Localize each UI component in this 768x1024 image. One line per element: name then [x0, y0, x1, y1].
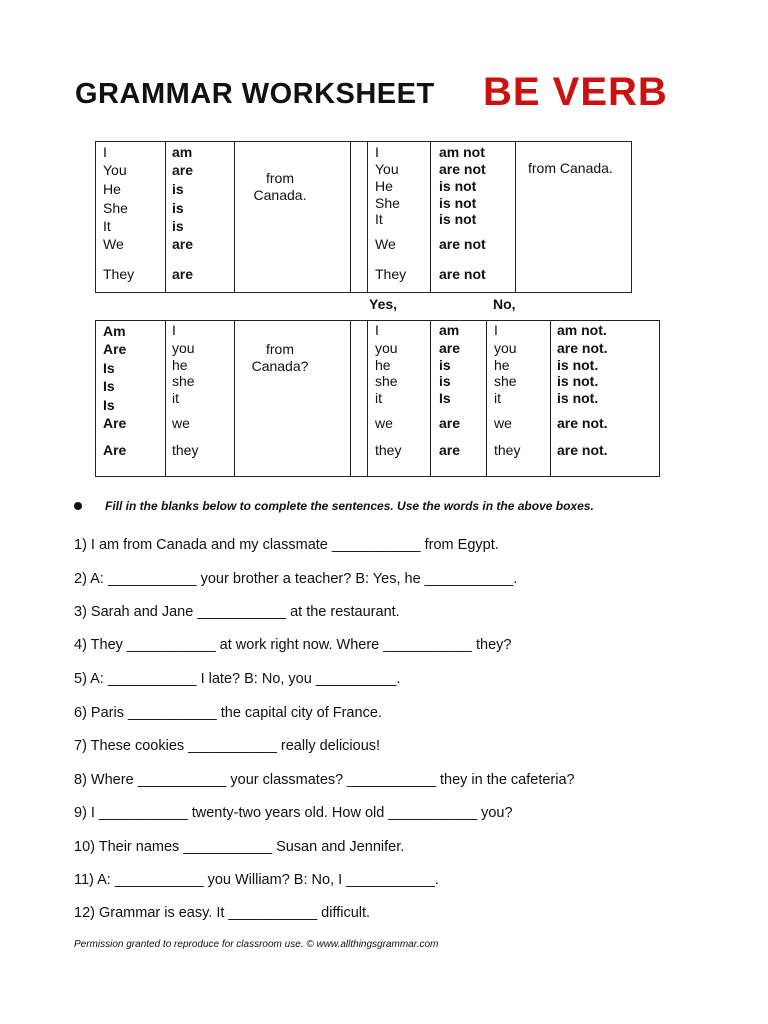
pronoun: you [375, 340, 398, 356]
pronoun: I [103, 144, 107, 160]
pronoun: it [172, 390, 179, 406]
verb: Am [103, 323, 126, 339]
pronoun: he [172, 357, 188, 373]
verb: is [172, 218, 184, 234]
pronoun: they [172, 442, 199, 458]
pronoun: I [375, 322, 379, 338]
verb: are [439, 442, 461, 458]
yes-label: Yes, [369, 296, 398, 312]
pronoun: He [375, 178, 393, 194]
question-item: 8) Where ___________ your classmates? ___________ they in the cafeteria? [74, 772, 575, 788]
pronoun: I [172, 322, 176, 338]
pronoun: We [103, 236, 124, 252]
pronoun: They [103, 266, 135, 282]
question-item: 10) Their names ___________ Susan and Jennifer. [74, 839, 405, 855]
verb: Are [103, 341, 127, 357]
pronoun: I [494, 322, 498, 338]
page-subtitle: BE VERB [483, 70, 668, 114]
verb: am [172, 144, 193, 160]
pronoun: they [494, 442, 521, 458]
verb: Are [103, 442, 127, 458]
verb: am not. [557, 322, 607, 338]
question-table [95, 320, 660, 477]
verb: are not. [557, 415, 608, 431]
verb: am not [439, 144, 485, 160]
pronoun: we [494, 415, 512, 431]
verb: Is [103, 397, 115, 413]
pronoun: they [375, 442, 402, 458]
pronoun: We [375, 236, 396, 252]
verb: are not. [557, 340, 608, 356]
pronoun: It [375, 211, 383, 227]
verb: are not [439, 236, 486, 252]
verb: are not [439, 266, 486, 282]
pronoun: You [375, 161, 399, 177]
pronoun: She [103, 200, 128, 216]
verb: is not. [557, 357, 599, 373]
pronoun: He [103, 181, 121, 197]
pronoun: I [375, 144, 379, 160]
question-item: 2) A: ___________ your brother a teacher? B: Yes, he ___________. [74, 571, 518, 587]
verb: are [439, 415, 461, 431]
footer-permission: Permission granted to reproduce for classroom use. © www.allthingsgrammar.com [74, 939, 439, 950]
question-item: 7) These cookies ___________ really delicious! [74, 738, 381, 754]
pronoun: she [375, 373, 398, 389]
verb: are [172, 266, 194, 282]
bullet-icon [74, 502, 82, 510]
pronoun: it [494, 390, 501, 406]
neg-place-text: from Canada. [528, 160, 613, 176]
verb: is [439, 357, 451, 373]
verb: Are [103, 415, 127, 431]
pronoun: you [494, 340, 517, 356]
question-item: 12) Grammar is easy. It ___________ difficult. [74, 905, 371, 921]
pronoun: she [494, 373, 517, 389]
instructions-text: Fill in the blanks below to complete the sentences. Use the words in the above boxes. [105, 499, 594, 513]
pronoun: he [375, 357, 391, 373]
pronoun: we [375, 415, 393, 431]
verb: is [439, 373, 451, 389]
verb: Is [103, 360, 115, 376]
verb: are not. [557, 442, 608, 458]
question-item: 11) A: ___________ you William? B: No, I ___________. [74, 872, 439, 888]
pronoun: we [172, 415, 190, 431]
question-item: 4) They ___________ at work right now. Where ___________ they? [74, 637, 512, 653]
question-item: 9) I ___________ twenty-two years old. How old ___________ you? [74, 805, 513, 821]
affirmative-negative-table [95, 141, 632, 293]
pronoun: She [375, 195, 400, 211]
verb: is not [439, 195, 477, 211]
verb: is not [439, 211, 477, 227]
question-item: 3) Sarah and Jane ___________ at the restaurant. [74, 604, 400, 620]
pronoun: she [172, 373, 195, 389]
verb: are not [439, 161, 486, 177]
question-item: 1) I am from Canada and my classmate ___________ from Egypt. [74, 537, 499, 553]
question-place-text: from Canada? [251, 341, 309, 374]
question-item: 5) A: ___________ I late? B: No, you __________. [74, 671, 401, 687]
verb: Is [439, 390, 451, 406]
verb: Is [103, 378, 115, 394]
verb: are [172, 162, 194, 178]
verb: am [439, 322, 460, 338]
pronoun: They [375, 266, 407, 282]
verb: is not [439, 178, 477, 194]
no-label: No, [493, 296, 516, 312]
question-item: 6) Paris ___________ the capital city of France. [74, 705, 382, 721]
verb: is [172, 181, 184, 197]
pronoun: you [172, 340, 195, 356]
verb: is [172, 200, 184, 216]
pronoun: It [103, 218, 111, 234]
verb: are [439, 340, 461, 356]
verb: are [172, 236, 194, 252]
page-title: GRAMMAR WORKSHEET [75, 78, 435, 110]
pronoun: it [375, 390, 382, 406]
place-text: from Canada. [253, 170, 307, 203]
verb: is not. [557, 390, 599, 406]
pronoun: he [494, 357, 510, 373]
pronoun: You [103, 162, 127, 178]
verb: is not. [557, 373, 599, 389]
